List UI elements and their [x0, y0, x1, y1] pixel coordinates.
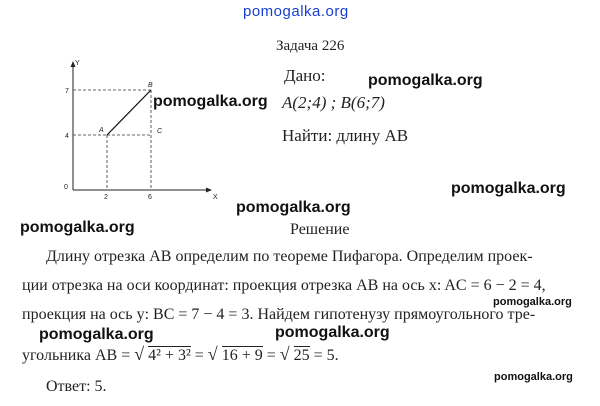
solution-line-4 [22, 344, 339, 365]
tick-label-y7: 7 [65, 88, 69, 95]
sqrt-radicand-1: 4² + 3² [148, 347, 191, 364]
solution-heading: Решение [290, 221, 350, 238]
watermark-9[interactable]: pomogalka.org [494, 371, 573, 383]
origin-label: 0 [64, 184, 68, 191]
coordinate-diagram [55, 55, 235, 205]
point-label-a: A [99, 127, 104, 134]
solution-line-1: Длину отрезка AB определим по теореме Пифагора. Определим проек- [46, 248, 533, 265]
line4-prefix: угольника AB = [22, 347, 131, 364]
given-label: Дано: [284, 66, 326, 85]
watermark-7[interactable]: pomogalka.org [39, 326, 154, 343]
find-statement: Найти: длину AB [282, 126, 409, 145]
tick-label-y4: 4 [65, 133, 69, 140]
given-values: A(2;4) ; B(6;7) [282, 93, 385, 112]
watermark-top[interactable]: pomogalka.org [243, 3, 349, 20]
watermark-2[interactable]: pomogalka.org [153, 93, 268, 110]
tick-label-x6: 6 [148, 194, 152, 201]
equals-2: = [266, 347, 276, 364]
watermark-8[interactable]: pomogalka.org [275, 324, 390, 341]
watermark-4[interactable]: pomogalka.org [236, 199, 351, 216]
tick-label-x2: 2 [104, 194, 108, 201]
answer: Ответ: 5. [46, 378, 107, 395]
axis-label-x: X [213, 194, 218, 201]
equals-1: = [194, 347, 204, 364]
sqrt-symbol-2: √ [207, 344, 218, 364]
solution-line-3: проекция на ось y: BC = 7 − 4 = 3. Найдем гипотенузу прямоугольного тре- [22, 306, 536, 323]
watermark-6[interactable]: pomogalka.org [493, 296, 572, 308]
sqrt-symbol-3: √ [279, 344, 290, 364]
problem-title: Задача 226 [276, 38, 345, 54]
segment-ab [107, 90, 151, 135]
solution-line-2: ции отрезка на оси координат: проекция отрезка AB на ось x: AC = 6 − 2 = 4, [22, 277, 546, 294]
axis-label-y: Y [75, 60, 80, 67]
x-axis-arrow [206, 188, 212, 193]
watermark-5[interactable]: pomogalka.org [20, 219, 135, 236]
sqrt-symbol-1: √ [134, 344, 145, 364]
sqrt-radicand-3: 25 [293, 347, 310, 364]
point-label-b: B [148, 82, 153, 89]
watermark-1[interactable]: pomogalka.org [368, 72, 483, 89]
sqrt-radicand-2: 16 + 9 [221, 347, 263, 364]
watermark-3[interactable]: pomogalka.org [451, 180, 566, 197]
equals-3: = 5. [313, 347, 339, 364]
point-label-c: C [157, 128, 163, 135]
